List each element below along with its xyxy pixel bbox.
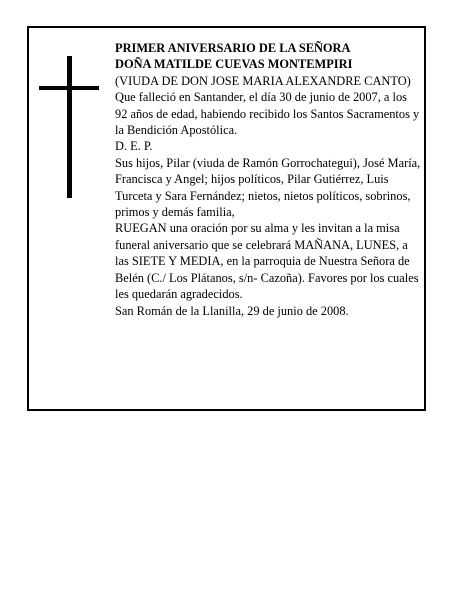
heading-line-1: PRIMER ANIVERSARIO DE LA SEÑORA [115, 41, 351, 55]
request-paragraph: RUEGAN una oración por su alma y les invitan a la misa funeral aniversario que se celebrará MAÑANA, LUNES, a las SIETE Y MEDIA, en la parroquia de Nuestra Señora de Belén (C./ Los Plátanos, s/n- Cazoña). Favores por los cuales les quedarán agradecidos. [115, 221, 419, 302]
death-paragraph: Que falleció en Santander, el día 30 de junio de 2007, a los 92 años de edad, habiendo recibido los Santos Sacramentos y la Bendición Apostólica. [115, 90, 420, 138]
family-paragraph: Sus hijos, Pilar (viuda de Ramón Gorrochategui), José María, Francisca y Angel; hijos políticos, Pilar Gutiérrez, Luis Turceta y Sara Fernández; nietos, nietos políticos, sobrinos, primos y demás familia, [115, 155, 421, 220]
obituary-notice [27, 26, 426, 411]
subheading: (VIUDA DE DON JOSE MARIA ALEXANDRE CANTO) [115, 73, 411, 88]
rip-text: D. E. P. [115, 139, 153, 154]
notice-text [115, 40, 421, 319]
heading-line-2: DOÑA MATILDE CUEVAS MONTEMPIRI [115, 57, 353, 72]
place-date: San Román de la Llanilla, 29 de junio de 2008. [115, 303, 349, 318]
cross-horizontal-bar [39, 86, 99, 90]
cross-icon [39, 56, 99, 198]
cross-vertical-bar [67, 56, 72, 198]
